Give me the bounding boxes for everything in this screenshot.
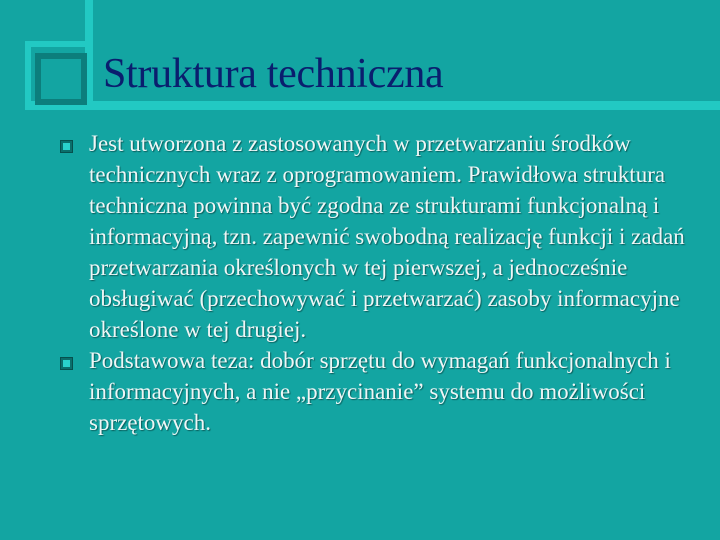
decorative-horizontal-bar [25, 101, 720, 110]
bullet-item [55, 345, 715, 438]
bullet-text: Podstawowa teza: dobór sprzętu do wymagań funkcjonalnych i informacyjnych, a nie „przycinanie” systemu do możliwości sprzętowych. [89, 348, 671, 435]
slide-body [55, 128, 715, 438]
bullet-text: Jest utworzona z zastosowanych w przetwarzaniu środków technicznych wraz z oprogramowaniem. Prawidłowa struktura techniczna powinna być zgodna ze strukturami funkcjonalną i informacyjną, tzn. zapewnić swobodną realizację funkcji i zadań przetwarzania określonych w tej pierwszej, a jednocześnie obsługiwać (przechowywać i przetwarzać) zasoby informacyjne określone w tej drugiej. [89, 131, 685, 342]
decorative-inner-square [35, 53, 87, 105]
slide-title: Struktura techniczna [103, 51, 444, 97]
square-bullet-icon [60, 140, 73, 153]
bullet-item [55, 128, 715, 345]
square-bullet-icon [60, 357, 73, 370]
